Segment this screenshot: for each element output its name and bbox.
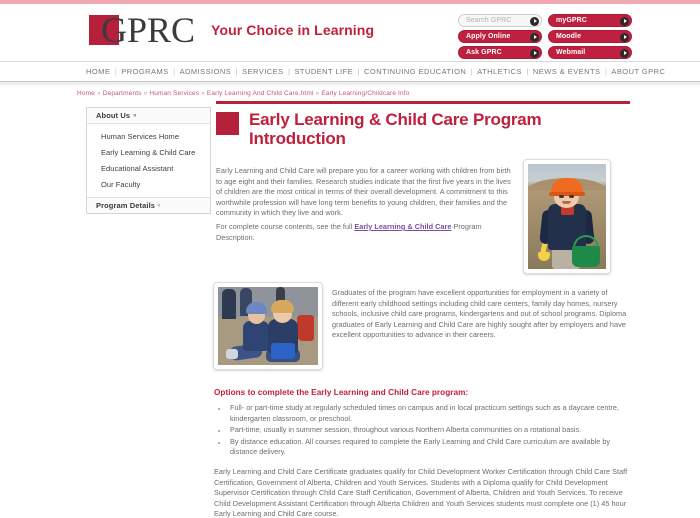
photo-child-eye-left bbox=[559, 195, 564, 198]
site-tagline: Your Choice in Learning bbox=[211, 22, 375, 38]
arrow-right-icon bbox=[620, 17, 629, 26]
site-logo[interactable] bbox=[89, 12, 374, 48]
options-list bbox=[214, 403, 632, 458]
page-title: Early Learning & Child Care Program Introduction bbox=[249, 110, 542, 148]
arrow-right-icon bbox=[620, 33, 629, 42]
course-contents-suffix: Program Description. bbox=[216, 222, 482, 242]
moodle-button[interactable] bbox=[548, 30, 632, 43]
program-description-link[interactable]: Early Learning & Child Care bbox=[354, 222, 452, 231]
quicklink-row-3 bbox=[458, 46, 638, 59]
photo-scene-two-children bbox=[218, 287, 318, 365]
breadcrumb-separator: » bbox=[315, 90, 320, 97]
nav-separator: | bbox=[526, 67, 529, 76]
photo-two-children-image bbox=[218, 287, 318, 365]
options-section bbox=[214, 388, 632, 518]
photo-shovel-head bbox=[538, 252, 550, 261]
breadcrumb-separator: » bbox=[96, 90, 101, 97]
nav-item-athletics[interactable]: ATHLETICS bbox=[477, 67, 522, 76]
nav-separator: | bbox=[288, 67, 290, 76]
breadcrumb-item[interactable]: Home bbox=[77, 90, 95, 97]
sidebar-links bbox=[87, 124, 210, 197]
nav-separator: | bbox=[357, 67, 360, 76]
main-navigation bbox=[0, 61, 700, 82]
nav-item-programs[interactable]: PROGRAMS bbox=[121, 67, 169, 76]
moodle-label: Moodle bbox=[556, 33, 582, 40]
course-contents-prefix: For complete course contents, see the full bbox=[216, 222, 355, 231]
photo-child-helmet-brim bbox=[549, 192, 585, 196]
sidebar-item-about-us[interactable] bbox=[87, 108, 210, 124]
photo-scene-child-helmet bbox=[528, 164, 606, 269]
breadcrumb-item: Early Learning/Childcare Info bbox=[321, 90, 410, 97]
apply-online-label: Apply Online bbox=[466, 33, 511, 40]
nav-item-about-gprc[interactable]: ABOUT GPRC bbox=[611, 67, 666, 76]
sidebar bbox=[86, 107, 211, 214]
chevron-right-icon: » bbox=[133, 112, 137, 119]
webmail-label: Webmail bbox=[556, 49, 586, 56]
nav-item-news-events[interactable]: NEWS & EVENTS bbox=[532, 67, 601, 76]
option-item: • Full- or part-time study at regularly scheduled times on campus and in local practicum settings such as a daycare centre, kindergarten classroom, or preschool. bbox=[228, 403, 632, 424]
breadcrumb-separator: » bbox=[143, 90, 148, 97]
apply-online-button[interactable] bbox=[458, 30, 542, 43]
webmail-button[interactable] bbox=[548, 46, 632, 59]
photo-child-two-hair bbox=[271, 300, 294, 313]
title-square-icon bbox=[216, 112, 239, 135]
page-title-row bbox=[216, 110, 632, 148]
photo-child-one-hat bbox=[246, 302, 267, 314]
nav-item-services[interactable]: SERVICES bbox=[242, 67, 284, 76]
nav-item-student-life[interactable]: STUDENT LIFE bbox=[294, 67, 354, 76]
course-contents-paragraph bbox=[216, 222, 516, 243]
nav-item-continuing-education[interactable]: CONTINUING EDUCATION bbox=[364, 67, 467, 76]
arrow-right-icon bbox=[620, 49, 629, 58]
nav-separator: | bbox=[604, 67, 607, 76]
sidebar-item-our-faculty[interactable]: Our Faculty bbox=[101, 179, 141, 189]
arrow-right-icon bbox=[530, 33, 539, 42]
photo-child-one-boot bbox=[226, 349, 238, 359]
breadcrumb-separator: » bbox=[201, 90, 205, 97]
search-input[interactable] bbox=[458, 14, 542, 27]
options-heading: Options to complete the Early Learning and Child Care program: bbox=[214, 388, 469, 397]
photo-two-children bbox=[213, 282, 323, 370]
intro-paragraph: Early Learning and Child Care will prepare you for a career working with children from birth to age eight and their families. Research studies indicate that the first five years in the lives of children are the most critical in terms of their overall development. A commitment to this worthwhile profession will have long term benefits to young children, their families and the community in which they live and work. bbox=[216, 166, 511, 218]
chevron-left-icon: ‹ bbox=[158, 202, 161, 209]
breadcrumb-item[interactable]: Human Services bbox=[149, 90, 200, 97]
mygprc-label: myGPRC bbox=[556, 17, 587, 24]
main-content bbox=[216, 110, 632, 148]
photo-blue-object bbox=[271, 343, 295, 359]
sidebar-item-early-learning-child-care[interactable]: Early Learning & Child Care bbox=[101, 147, 196, 157]
photo-child-eye-right bbox=[569, 195, 574, 198]
photo-red-object bbox=[297, 315, 314, 341]
quicklink-row-1 bbox=[458, 14, 638, 27]
nav-shadow bbox=[0, 82, 700, 87]
arrow-right-icon bbox=[530, 49, 539, 58]
nav-separator: | bbox=[173, 67, 176, 76]
breadcrumb bbox=[77, 90, 410, 97]
breadcrumb-item[interactable]: Departments bbox=[102, 90, 142, 97]
ask-gprc-label: Ask GPRC bbox=[466, 49, 502, 56]
photo-background-figure bbox=[222, 289, 236, 319]
option-item: • Part-time, usually in summer session, throughout various Northern Alberta communities on a rotational basis. bbox=[228, 425, 632, 436]
photo-child-helmet-image bbox=[528, 164, 606, 269]
content-divider-rule bbox=[216, 101, 630, 104]
nav-separator: | bbox=[470, 67, 473, 76]
graduates-paragraph: Graduates of the program have excellent opportunities for employment in a variety of different early childhood settings including child care centers, family day homes, nursery schools, inclusive child care programs, kindergartens and out of school programs. Diploma graduates of Early Learning and Child Care are highly sought after by employers and have excellent opportunities to advance in their careers. bbox=[332, 288, 627, 340]
search-placeholder-text: Search GPRC bbox=[466, 17, 512, 24]
logo-text: GPRC bbox=[101, 10, 196, 50]
photo-child-helmet bbox=[523, 159, 611, 274]
sidebar-item-program-details[interactable] bbox=[87, 197, 210, 213]
certification-paragraph: Early Learning and Child Care Certificate graduates qualify for Child Development Worker Certification through Child Care Staff Certification, Government of Alberta, Children and Youth Services. Students with a Diploma qualify for Child Development Supervisor Certification through Child Care Staff Certification, Government of Alberta, Children and Youth Services. To receive Child Development Assistant Certification through Alberta Children and Youth Services students must complete one (1) 45 hour Early Learning and Child Care course. bbox=[214, 466, 628, 518]
site-header bbox=[0, 4, 700, 61]
search-submit-icon[interactable] bbox=[530, 17, 539, 26]
nav-item-home[interactable]: HOME bbox=[86, 67, 111, 76]
mygprc-button[interactable] bbox=[548, 14, 632, 27]
sidebar-item-human-services-home[interactable]: Human Services Home bbox=[101, 131, 180, 141]
quicklink-row-2 bbox=[458, 30, 638, 43]
nav-separator: | bbox=[235, 67, 238, 76]
sidebar-about-us-label: About Us bbox=[96, 111, 131, 120]
sidebar-item-educational-assistant[interactable]: Educational Assistant bbox=[101, 163, 174, 173]
breadcrumb-item[interactable]: Early Learning And Child Care.html bbox=[206, 90, 314, 97]
nav-separator: | bbox=[114, 67, 117, 76]
sidebar-program-details-label: Program Details bbox=[96, 201, 156, 210]
header-quicklinks bbox=[458, 14, 638, 62]
ask-gprc-button[interactable] bbox=[458, 46, 542, 59]
photo-green-bucket bbox=[572, 246, 600, 267]
photo-child-one-body bbox=[243, 321, 269, 351]
option-item: • By distance education. All courses required to complete the Early Learning and Child Care curriculum are available by distance delivery. bbox=[228, 437, 632, 458]
nav-item-admissions[interactable]: ADMISSIONS bbox=[179, 67, 232, 76]
